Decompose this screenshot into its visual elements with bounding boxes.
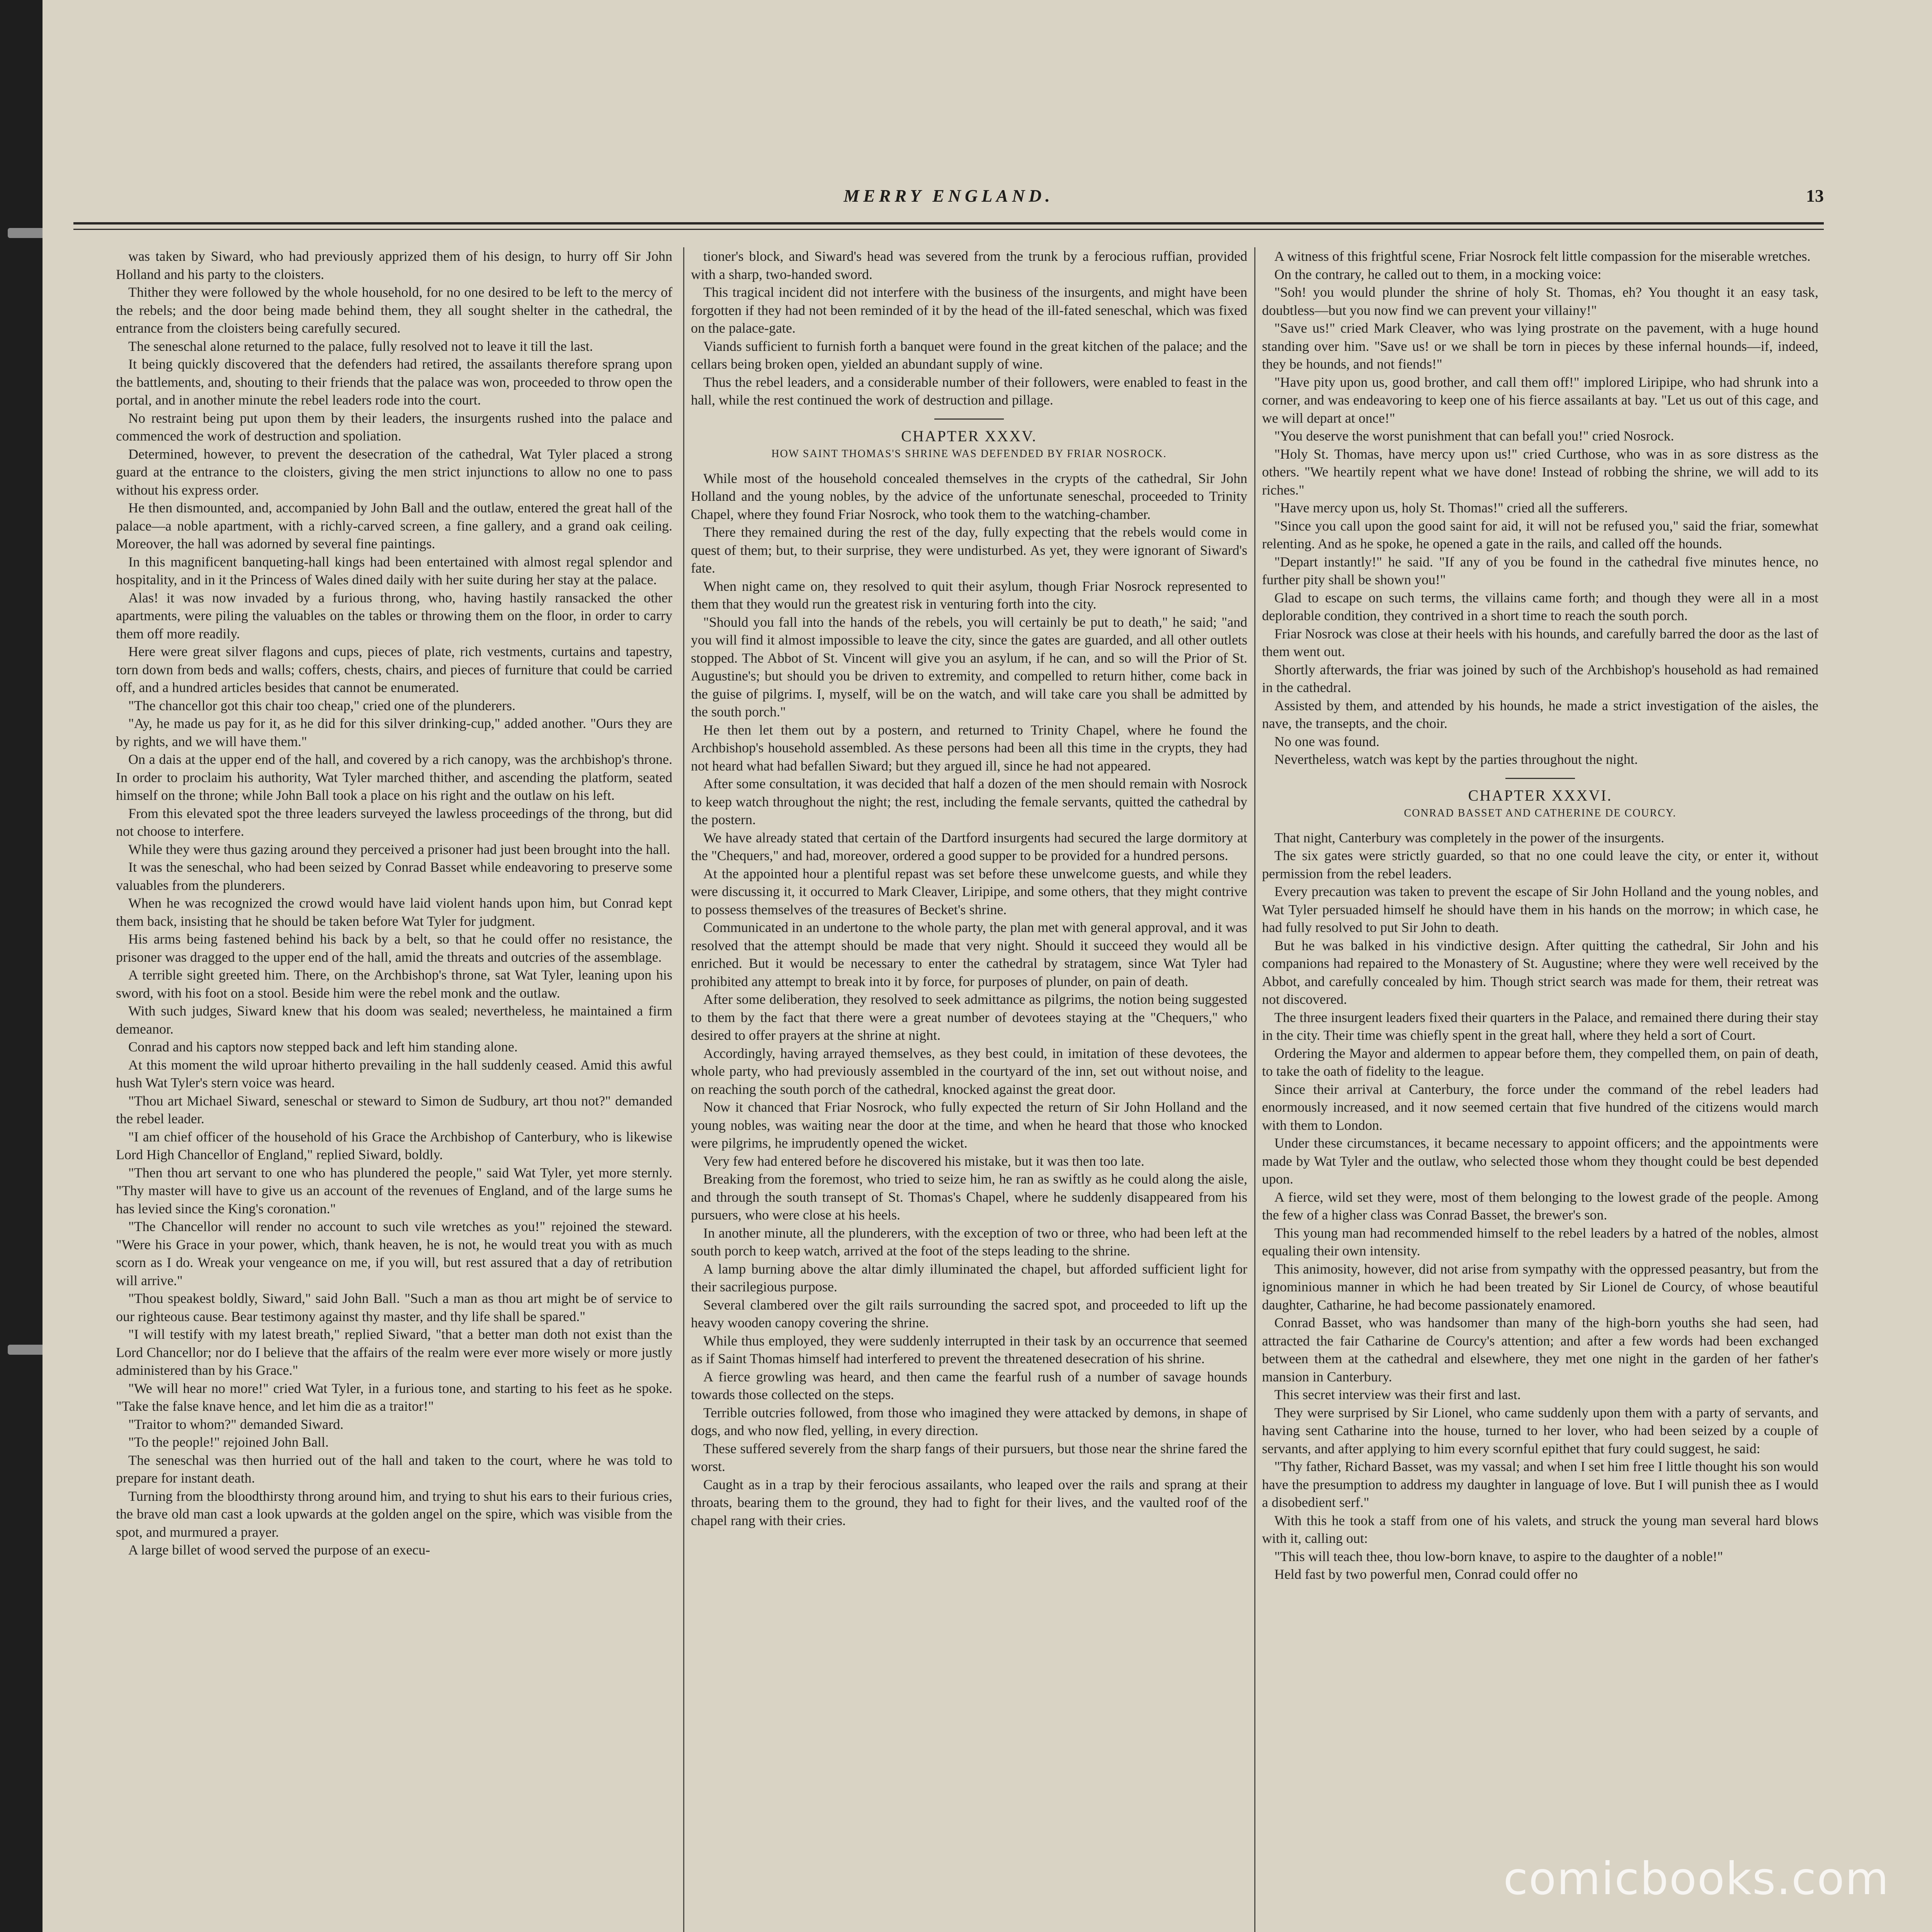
paragraph: After some deliberation, they resolved to seek admittance as pilgrims, the notion being suggested to them by the fact that there were a great number of devotees staying at the "Chequers," who desired to offer prayers at the shrine at night.	[691, 992, 1247, 1043]
paragraph: A fierce, wild set they were, most of them belonging to the lowest grade of the people. Among the few of a higher class was Conrad Basset, the brewer's son.	[1262, 1189, 1818, 1223]
paragraph: At this moment the wild uproar hitherto prevailing in the hall suddenly ceased. Amid this awful hush Wat Tyler's stern voice was heard.	[116, 1057, 672, 1090]
paragraph: "We will hear no more!" cried Wat Tyler, in a furious tone, and starting to his feet as he spoke. "Take the false knave hence, and let him die as a traitor!"	[116, 1380, 672, 1414]
chapter-title: CHAPTER XXXVI.	[1468, 786, 1612, 804]
paragraph: Under these circumstances, it became necessary to appoint officers; and the appointments were made by Wat Tyler and the outlaw, who selected those whom they thought could be best depended upon.	[1262, 1135, 1818, 1187]
paragraph: There they remained during the rest of the day, fully expecting that the rebels would come in quest of them; but, to their surprise, they were undisturbed. As yet, they were ignorant of Siward's fate.	[691, 524, 1247, 576]
paragraph: On the contrary, he called out to them, in a mocking voice:	[1274, 266, 1602, 282]
paragraph: Assisted by them, and attended by his hounds, he made a strict investigation of the aisles, the nave, the transepts, and the choir.	[1262, 697, 1818, 731]
paragraph: "To the people!" rejoined John Ball.	[128, 1434, 329, 1450]
paragraph: "Holy St. Thomas, have mercy upon us!" cried Curthose, who was in as sore distress as the others. "We heartily repent what we have done! Instead of robbing the shrine, we will add to its riches."	[1262, 446, 1818, 498]
paragraph: They were surprised by Sir Lionel, who came suddenly upon them with a party of servants, and having sent Catharine into the house, turned to her lover, who had been seized by a couple of servants, and after applying to him every scornful epithet that fury could suggest, he said:	[1262, 1405, 1818, 1456]
paragraph: In this magnificent banqueting-hall kings had been entertained with almost regal splendor and hospitality, and in it the Princess of Wales dined daily with her suite during her stay at the palace.	[116, 554, 672, 587]
paragraph: Determined, however, to prevent the desecration of the cathedral, Wat Tyler placed a strong guard at the entrance to the cloisters, giving the men strict injunctions to allow no one to pass without his express order.	[116, 446, 672, 498]
paragraph: Now it chanced that Friar Nosrock, who fully expected the return of Sir John Holland and the young nobles, was waiting near the door at the time, and when he heard that those who knocked were pilgrims, he imprudently opened the wicket.	[691, 1099, 1247, 1151]
paragraph: A lamp burning above the altar dimly illuminated the chapel, but afforded sufficient light for their sacrilegious purpose.	[691, 1261, 1247, 1294]
paragraph: Nevertheless, watch was kept by the parties throughout the night.	[1274, 752, 1638, 767]
paragraph: tioner's block, and Siward's head was severed from the trunk by a ferocious ruffian, provided with a sharp, two-handed sword.	[691, 248, 1247, 282]
paragraph: On a dais at the upper end of the hall, and covered by a rich canopy, was the archbishop's throne. In order to proclaim his authority, Wat Tyler marched thither, and ascending the platform, seated himself on the throne; while John Ball took a place on his right and the outlaw on his left.	[116, 752, 672, 803]
paragraph: Communicated in an undertone to the whole party, the plan met with general approval, and it was resolved that the attempt should be made that very night. Should it succeed they would all be enriched. But it would be necessary to enter the cathedral by stratagem, since Wat Tyler had prohibited any attempt to break into it by force, for purposes of plunder, on pain of death.	[691, 920, 1247, 989]
paragraph: This animosity, however, did not arise from sympathy with the oppressed peasantry, but from the ignominious manner in which he had been treated by Sir Lionel de Courcy, of whose beautiful daughter, Catharine, he had become passionately enamored.	[1262, 1261, 1818, 1313]
paragraph: Viands sufficient to furnish forth a banquet were found in the great kitchen of the palace; and the cellars being broken open, yielded an abundant supply of wine.	[691, 338, 1247, 372]
paragraph: "The chancellor got this chair too cheap," cried one of the plunderers.	[128, 697, 516, 713]
paragraph: "Thou art Michael Siward, seneschal or steward to Simon de Sudbury, art thou not?" demanded the rebel leader.	[116, 1093, 672, 1126]
paragraph: Terrible outcries followed, from those who imagined they were attacked by demons, in shape of dogs, and who now fled, yelling, in every direction.	[691, 1405, 1247, 1438]
paragraph: "Then thou art servant to one who has plundered the people," said Wat Tyler, yet more sternly. "Thy master will have to give us an account of the revenues of England, and of the large sums he has levied since the King's coronation."	[116, 1165, 672, 1216]
paragraph: In another minute, all the plunderers, with the exception of two or three, who had been left at the south porch to keep watch, arrived at the foot of the steps leading to the shrine.	[691, 1225, 1247, 1259]
header-rule-thin	[73, 229, 1824, 230]
paragraph: Glad to escape on such terms, the villains came forth; and though they were all in a most deplorable condition, they contrived in a short time to reach the south porch.	[1262, 590, 1818, 623]
paragraph: The three insurgent leaders fixed their quarters in the Palace, and remained there during their stay in the city. Their time was chiefly spent in the great hall, where they held a sort of Court.	[1262, 1009, 1818, 1043]
chapter-title: CHAPTER XXXV.	[901, 427, 1037, 445]
paragraph: Ordering the Mayor and aldermen to appear before them, they compelled them, on pain of death, to take the oath of fidelity to the league.	[1262, 1045, 1818, 1079]
paragraph: "Have mercy upon us, holy St. Thomas!" cried all the sufferers.	[1274, 500, 1628, 515]
paragraph: Thus the rebel leaders, and a considerable number of their followers, were enabled to feast in the hall, while the rest continued the work of destruction and pillage.	[691, 374, 1247, 408]
paragraph: "Have pity upon us, good brother, and call them off!" implored Liripipe, who had shrunk into a corner, and was endeavoring to keep one of his fierce assailants at bay. "Let us out of this cage, and we will depart at once!"	[1262, 374, 1818, 426]
paragraph: This secret interview was their first and last.	[1274, 1387, 1521, 1402]
paragraph: "Thou speakest boldly, Siward," said John Ball. "Such a man as thou art might be of service to our righteous cause. Bear testimony against thy master, and thy life shall be spared."	[116, 1291, 672, 1324]
paragraph: When night came on, they resolved to quit their asylum, though Friar Nosrock represented to them that they would run the greatest risk in venturing forth into the city.	[691, 578, 1247, 612]
paragraph: While they were thus gazing around they perceived a prisoner had just been brought into the hall.	[128, 841, 670, 857]
paragraph: "Should you fall into the hands of the rebels, you will certainly be put to death," he said; "and you will find it almost impossible to leave the city, since the gates are guarded, and all other outlets stopped. The Abbot of St. Vincent will give you an asylum, if he can, and so will the Prior of St. Augustine's; but should you be driven to extremity, and compelled to return hither, come back in the guise of pilgrims. I, myself, will be on the watch, and will take care you shall be admitted by the south porch."	[691, 614, 1247, 719]
paragraph: These suffered severely from the sharp fangs of their pursuers, but those near the shrine fared the worst.	[691, 1440, 1247, 1474]
paragraph: He then let them out by a postern, and returned to Trinity Chapel, where he found the Archbishop's household assembled. As these persons had been all this time in the crypts, they had not heard what had befallen Siward; but they argued ill, since he had not appeared.	[691, 722, 1247, 774]
paragraph: It being quickly discovered that the defenders had retired, the assailants therefore sprang upon the battlements, and, shouting to their friends that the palace was won, proceeded to throw open the portal, and in another minute the rebel leaders rode into the court.	[116, 356, 672, 408]
paragraph: He then dismounted, and, accompanied by John Ball and the outlaw, entered the great hall of the palace—a noble apartment, with a richly-carved screen, a fine gallery, and a grand oak ceiling. Moreover, the hall was adorned by several fine paintings.	[116, 500, 672, 551]
paragraph: With this he took a staff from one of his valets, and struck the young man several hard blows with it, calling out:	[1262, 1512, 1818, 1546]
paragraph: A fierce growling was heard, and then came the fearful rush of a number of savage hounds towards those collected on the steps.	[691, 1369, 1247, 1402]
paragraph: Conrad Basset, who was handsomer than many of the high-born youths she had seen, had attracted the fair Catharine de Courcy's attention; and after a few words had been exchanged between them at the cathedral and elsewhere, they met one night in the garden of her father's mansion in Canterbury.	[1262, 1315, 1818, 1384]
paragraph: His arms being fastened behind his back by a belt, so that he could offer no resistance, the prisoner was dragged to the upper end of the hall, amid the threats and outcries of the assemblage.	[116, 931, 672, 965]
paragraph: A large billet of wood served the purpose of an execu-	[128, 1542, 430, 1558]
paragraph: This young man had recommended himself to the rebel leaders by a hatred of the nobles, almost equaling their own intensity.	[1262, 1225, 1818, 1259]
paragraph: A witness of this frightful scene, Friar Nosrock felt little compassion for the miserable wretches.	[1274, 248, 1811, 264]
running-title: MERRY ENGLAND.	[844, 186, 1054, 206]
paragraph: Several clambered over the gilt rails surrounding the sacred spot, and proceeded to lift up the heavy wooden canopy covering the shrine.	[691, 1297, 1247, 1330]
paragraph: No one was found.	[1274, 733, 1379, 749]
paragraph: We have already stated that certain of the Dartford insurgents had secured the large dormitory at the "Chequers," and had, moreover, ordered a good supper to be provided for a hundred persons.	[691, 830, 1247, 863]
paragraph: But he was balked in his vindictive design. After quitting the cathedral, Sir John and his companions had repaired to the Monastery of St. Augustine; where they were well received by the Abbot, and carefully concealed by him. Though strict search was made for them, their retreat was not discovered.	[1262, 937, 1818, 1007]
paragraph: A terrible sight greeted him. There, on the Archbishop's throne, sat Wat Tyler, leaning upon his sword, with his foot on a stool. Beside him were the rebel monk and the outlaw.	[116, 967, 672, 1001]
paragraph: "Save us!" cried Mark Cleaver, who was lying prostrate on the pavement, with a huge hound standing over him. "Save us! or we shall be torn in pieces by these infernal hounds—if, indeed, they be hounds, and not fiends!"	[1262, 320, 1818, 372]
paragraph: Thither they were followed by the whole household, for no one desired to be left to the mercy of the rebels; and the door being made behind them, they all sought shelter in the cathedral, the entrance from the cloisters being carefully secured.	[116, 284, 672, 336]
chapter-rule	[1505, 778, 1575, 779]
paragraph: Accordingly, having arrayed themselves, as they best could, in imitation of these devotees, the whole party, who had previously assembled in the courtyard of the inn, set out without noise, and on reaching the south porch of the cathedral, knocked against the great door.	[691, 1045, 1247, 1097]
chapter-subtitle: CONRAD BASSET AND CATHERINE DE COURCY.	[1404, 807, 1677, 819]
paragraph: "I am chief officer of the household of his Grace the Archbishop of Canterbury, who is likewise Lord High Chancellor of England," replied Siward, boldly.	[116, 1129, 672, 1162]
chapter-subtitle: HOW SAINT THOMAS'S SHRINE WAS DEFENDED BY FRIAR NOSROCK.	[771, 448, 1167, 460]
text-column-3	[1262, 247, 1818, 1932]
paragraph: Very few had entered before he discovered his mistake, but it was then too late.	[703, 1153, 1145, 1169]
column-divider	[1254, 247, 1255, 1932]
paragraph: Breaking from the foremost, who tried to seize him, he ran as swiftly as he could along the aisle, and through the south transept of St. Thomas's Chapel, where he suddenly disappeared from his pursuers, who were close at his heels.	[691, 1171, 1247, 1223]
paragraph: With such judges, Siward knew that his doom was sealed; nevertheless, he maintained a firm demeanor.	[116, 1003, 672, 1037]
paragraph: Shortly afterwards, the friar was joined by such of the Archbishop's household as had remained in the cathedral.	[1262, 662, 1818, 695]
paragraph: Here were great silver flagons and cups, pieces of plate, rich vestments, curtains and tapestry, torn down from beds and walls; coffers, chests, chairs, and pieces of furniture that could be carried off, and a hundred articles besides that cannot be enumerated.	[116, 644, 672, 695]
watermark: comicbooks.com	[1503, 1853, 1889, 1905]
paragraph: "Thy father, Richard Basset, was my vassal; and when I set him free I little thought his son would have the presumption to address my daughter in language of love. But I will punish thee as I would a disobedient serf."	[1262, 1459, 1818, 1510]
paragraph: That night, Canterbury was completely in the power of the insurgents.	[1274, 830, 1665, 845]
text-column-2	[691, 247, 1247, 1932]
paragraph: "Ay, he made us pay for it, as he did for this silver drinking-cup," added another. "Ours they are by rights, and we will have them."	[116, 716, 672, 749]
paragraph: Conrad and his captors now stepped back and left him standing alone.	[128, 1039, 518, 1054]
header-rule	[73, 222, 1824, 224]
paragraph: Caught as in a trap by their ferocious assailants, who leaped over the rails and sprang at their throats, bearing them to the ground, they had to fight for their lives, and the vaulted roof of the chapel rang with their cries.	[691, 1476, 1247, 1528]
paragraph: "Soh! you would plunder the shrine of holy St. Thomas, eh? You thought it an easy task, doubtless—but you now find we can prevent your villainy!"	[1262, 284, 1818, 318]
paragraph: While most of the household concealed themselves in the crypts of the cathedral, Sir John Holland and the young nobles, by the advice of the unfortunate seneschal, proceeded to Trinity Chapel, where they found Friar Nosrock, who took them to the watching-chamber.	[691, 470, 1247, 522]
paragraph: was taken by Siward, who had previously apprized them of his design, to hurry off Sir John Holland and his party to the cloisters.	[116, 248, 672, 282]
paragraph: While thus employed, they were suddenly interrupted in their task by an occurrence that seemed as if Saint Thomas himself had interfered to prevent the threatened desecration of his shrine.	[691, 1333, 1247, 1366]
page-header	[73, 185, 1824, 228]
paragraph: Held fast by two powerful men, Conrad could offer no	[1274, 1566, 1578, 1582]
paragraph: From this elevated spot the three leaders surveyed the lawless proceedings of the throng, but did not choose to interfere.	[116, 805, 672, 839]
paragraph: "This will teach thee, thou low-born knave, to aspire to the daughter of a noble!"	[1274, 1548, 1723, 1564]
paragraph: Friar Nosrock was close at their heels with his hounds, and carefully barred the door as the last of them went out.	[1262, 626, 1818, 659]
page-number: 13	[1806, 186, 1824, 206]
paragraph: "Traitor to whom?" demanded Siward.	[128, 1416, 344, 1432]
paragraph: This tragical incident did not interfere with the business of the insurgents, and might have been forgotten if they had not been reminded of it by the head of the ill-fated seneschal, which was fixed on the palace-gate.	[691, 284, 1247, 336]
paragraph: After some consultation, it was decided that half a dozen of the men should remain with Nosrock to keep watch throughout the night; the rest, including the female servants, quitted the cathedral by the postern.	[691, 776, 1247, 827]
paragraph: Since their arrival at Canterbury, the force under the command of the rebel leaders had enormously increased, and it now seemed certain that five hundred of the citizens would march with them to London.	[1262, 1081, 1818, 1133]
paragraph: "Since you call upon the good saint for aid, it will not be refused you," said the friar, somewhat relenting. And as he spoke, he opened a gate in the rails, and called off the hounds.	[1262, 518, 1818, 551]
paragraph: The six gates were strictly guarded, so that no one could leave the city, or enter it, without permission from the rebel leaders.	[1262, 848, 1818, 881]
paragraph: "I will testify with my latest breath," replied Siward, "that a better man doth not exist than the Lord Chancellor; nor do I believe that the affairs of the realm were ever more wisely or more justly administered than by his Grace."	[116, 1327, 672, 1378]
paragraph: No restraint being put upon them by their leaders, the insurgents rushed into the palace and commenced the work of destruction and spoliation.	[116, 410, 672, 444]
binding-edge	[0, 0, 43, 1932]
paragraph: When he was recognized the crowd would have laid violent hands upon him, but Conrad kept them back, insisting that he should be taken before Wat Tyler for judgment.	[116, 895, 672, 929]
column-divider	[683, 247, 684, 1932]
paragraph: The seneschal alone returned to the palace, fully resolved not to leave it till the last.	[128, 338, 593, 354]
paragraph: "You deserve the worst punishment that can befall you!" cried Nosrock.	[1274, 428, 1674, 444]
text-column-1	[116, 247, 672, 1932]
paragraph: The seneschal was then hurried out of the hall and taken to the court, where he was told to prepare for instant death.	[116, 1452, 672, 1486]
paragraph: Alas! it was now invaded by a furious throng, who, having hastily ransacked the other apartments, were piling the valuables on the tables or throwing them on the floor, in order to carry them off more readily.	[116, 590, 672, 641]
paragraph: It was the seneschal, who had been seized by Conrad Basset while endeavoring to preserve some valuables from the plunderers.	[116, 859, 672, 893]
paragraph: "The Chancellor will render no account to such vile wretches as you!" rejoined the steward. "Were his Grace in your power, which, thank heaven, he is not, he would treat you with as much scorn as I do. Wreak your vengeance on me, if you will, but rest assured that a day of retribution will arrive."	[116, 1219, 672, 1288]
chapter-rule	[934, 418, 1004, 420]
paragraph: At the appointed hour a plentiful repast was set before these unwelcome guests, and while they were discussing it, it occurred to Mark Cleaver, Liripipe, and some others, that they might contrive to possess themselves of the treasures of Becket's shrine.	[691, 866, 1247, 917]
paragraph: Turning from the bloodthirsty throng around him, and trying to shut his ears to their furious cries, the brave old man cast a look upwards at the golden angel on the spire, which was visible from the spot, and murmured a prayer.	[116, 1488, 672, 1540]
paragraph: Every precaution was taken to prevent the escape of Sir John Holland and the young nobles, and Wat Tyler persuaded himself he should have them in his hands on the morrow; in which case, he had fully resolved to put Sir John to death.	[1262, 884, 1818, 935]
paragraph: "Depart instantly!" he said. "If any of you be found in the cathedral five minutes hence, no further pity shall be shown you!"	[1262, 554, 1818, 587]
